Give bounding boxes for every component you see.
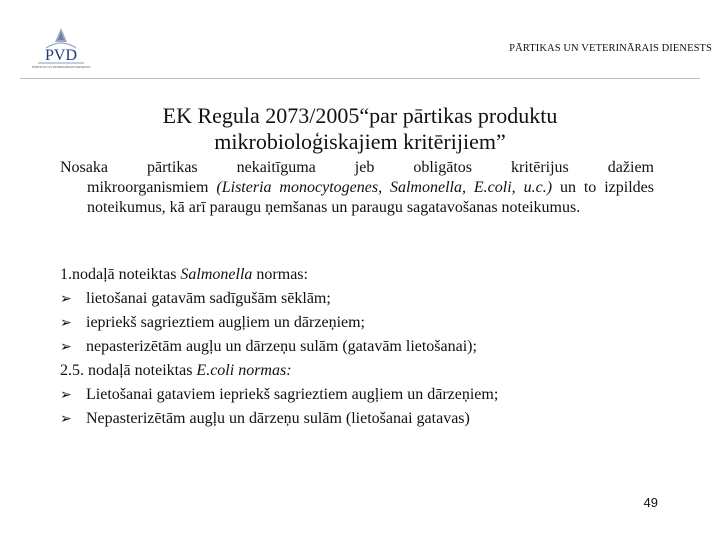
intro-paragraph	[60, 158, 654, 218]
title-line-1: EK Regula 2073/2005“par pārtikas produktu	[162, 103, 558, 128]
section2-heading	[60, 359, 680, 383]
list-item	[60, 335, 680, 359]
arrow-bullet-icon: ➢	[60, 387, 72, 403]
list-item	[60, 407, 680, 431]
section2-italic: E.coli normas:	[196, 362, 292, 379]
page-number: 49	[643, 495, 658, 510]
logo-text: PVD	[44, 47, 78, 64]
organization-name: PĀRTIKAS UN VETERINĀRAIS DIENESTS	[509, 43, 712, 54]
arrow-bullet-icon: ➢	[60, 315, 72, 331]
intro-continuation	[60, 178, 654, 218]
criteria-list	[60, 263, 680, 431]
list-item	[60, 311, 680, 335]
section1-heading	[60, 263, 680, 287]
section1-prefix: 1.nodaļā noteiktas	[60, 266, 181, 283]
header-divider	[20, 78, 700, 79]
section1-suffix: normas:	[252, 266, 308, 283]
arrow-bullet-icon: ➢	[60, 411, 72, 427]
logo-subtext: PĀRTIKAS UN VETERINĀRAIS DIENESTS	[31, 65, 91, 69]
list-item-text: iepriekš sagrieztiem augļiem un dārzeņiem;	[86, 314, 365, 331]
intro-line-3: un to izpildes noteikumus, kā arī paraugu ņemšanas un paraugu sagatavošanas noteikumus.	[87, 179, 654, 216]
list-item	[60, 383, 680, 407]
section2-prefix: 2.5. nodaļā noteiktas	[60, 362, 197, 379]
list-item-text: Lietošanai gataviem iepriekš sagrieztiem augļiem un dārzeņiem;	[86, 386, 499, 403]
list-item	[60, 287, 680, 311]
title-line-2: mikrobioloģiskajiem kritērijiem”	[214, 129, 506, 154]
intro-line-1: Nosaka pārtikas nekaitīguma jeb obligātos kritērijus dažiem	[60, 159, 654, 176]
arrow-bullet-icon: ➢	[60, 291, 72, 307]
slide-title	[60, 103, 660, 155]
section1-italic: Salmonella	[180, 266, 253, 283]
arrow-bullet-icon: ➢	[60, 339, 72, 355]
list-item-text: lietošanai gatavām sadīgušām sēklām;	[86, 290, 331, 307]
pvd-logo	[28, 26, 94, 72]
list-item-text: Nepasterizētām augļu un dārzeņu sulām (lietošanai gatavas)	[86, 410, 470, 427]
list-item-text: nepasterizētām augļu un dārzeņu sulām (gatavām lietošanai);	[86, 338, 477, 355]
intro-organisms: (Listeria monocytogenes, Salmonella, E.coli, u.c.)	[216, 179, 553, 196]
intro-line-2-start: mikroorganismiem	[87, 179, 217, 196]
